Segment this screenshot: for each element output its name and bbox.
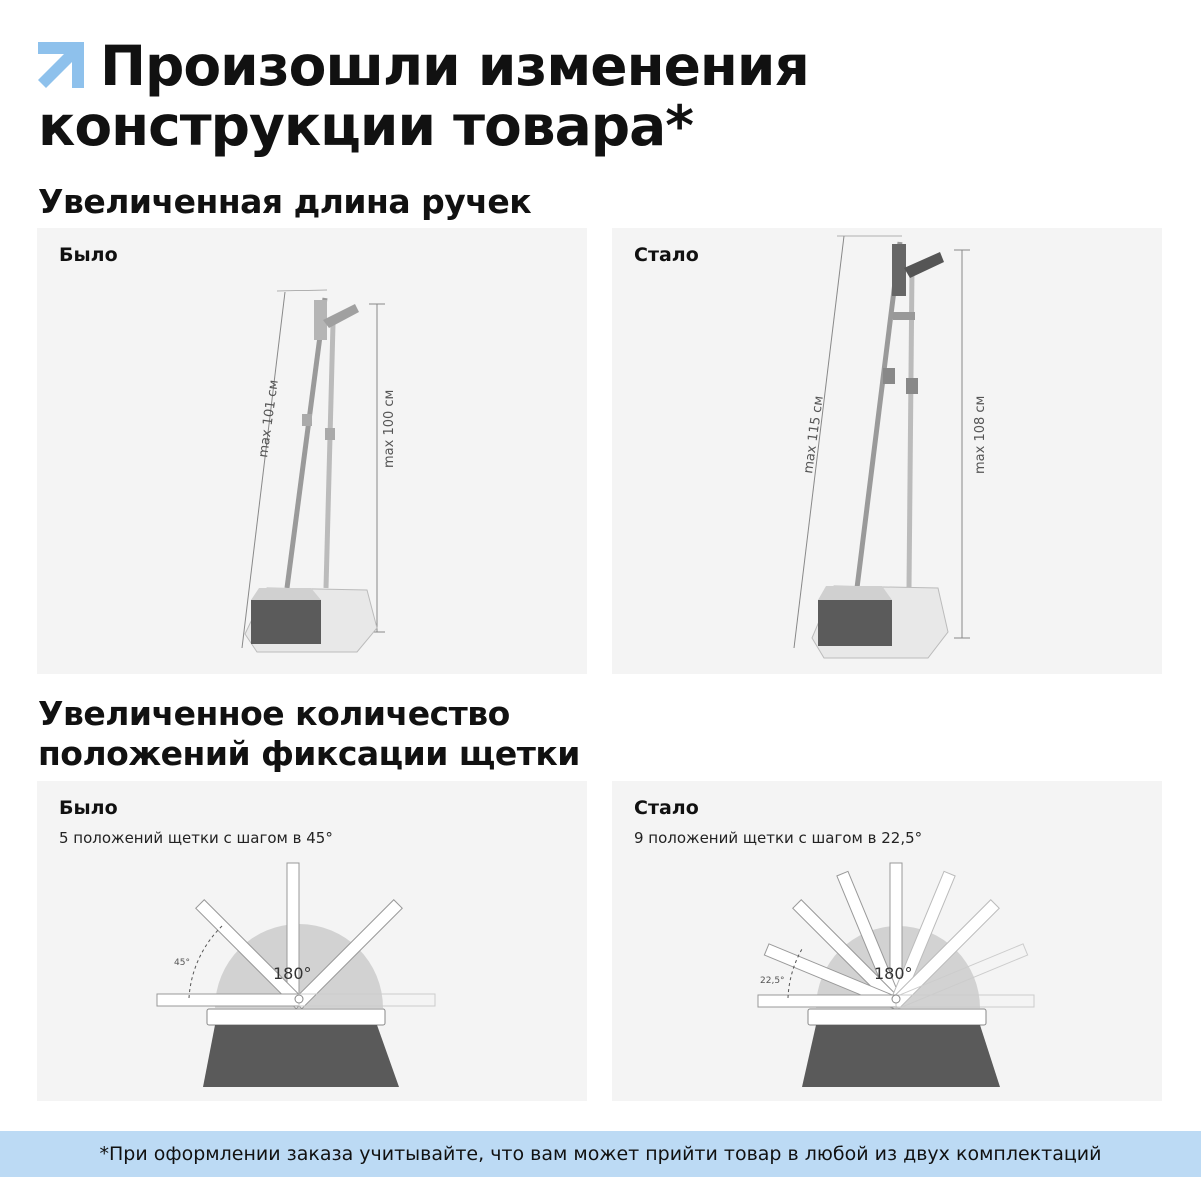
dimension-vertical: max 100 см xyxy=(382,389,397,468)
broom-set-long-illustration xyxy=(612,228,1162,674)
footer-note-bar xyxy=(0,1131,1201,1177)
length-after-panel xyxy=(612,228,1162,674)
angle-total: 180° xyxy=(874,964,913,983)
before-description: 5 положений щетки с шагом в 45° xyxy=(59,829,333,847)
angle-step: 45° xyxy=(174,958,190,968)
dimension-vertical: max 108 см xyxy=(973,395,988,474)
dimension-diagonal: max 101 см xyxy=(256,378,282,459)
heading-line-2: положений фиксации щетки xyxy=(38,734,580,773)
angle-step: 22,5° xyxy=(760,976,785,986)
footer-note: *При оформлении заказа учитывайте, что вам может прийти товар в любой из двух комплектаций xyxy=(99,1143,1102,1165)
heading-line-1: Увеличенное количество xyxy=(38,694,510,733)
after-description: 9 положений щетки с шагом в 22,5° xyxy=(634,829,923,847)
after-label: Стало xyxy=(634,244,699,266)
title-line-1: Произошли изменения xyxy=(100,34,809,98)
section-positions-heading xyxy=(38,694,580,774)
positions-before-panel xyxy=(37,781,587,1101)
section-length-heading: Увеличенная длина ручек xyxy=(38,182,532,221)
title-line-2: конструкции товара* xyxy=(38,94,693,158)
positions-after-panel xyxy=(612,781,1162,1101)
page-title xyxy=(38,36,809,156)
before-label: Было xyxy=(59,797,118,819)
length-before-panel xyxy=(37,228,587,674)
dimension-diagonal: max 115 см xyxy=(801,394,827,475)
broom-set-short-illustration xyxy=(37,228,587,674)
angle-total: 180° xyxy=(273,964,312,983)
before-label: Было xyxy=(59,244,118,266)
after-label: Стало xyxy=(634,797,699,819)
